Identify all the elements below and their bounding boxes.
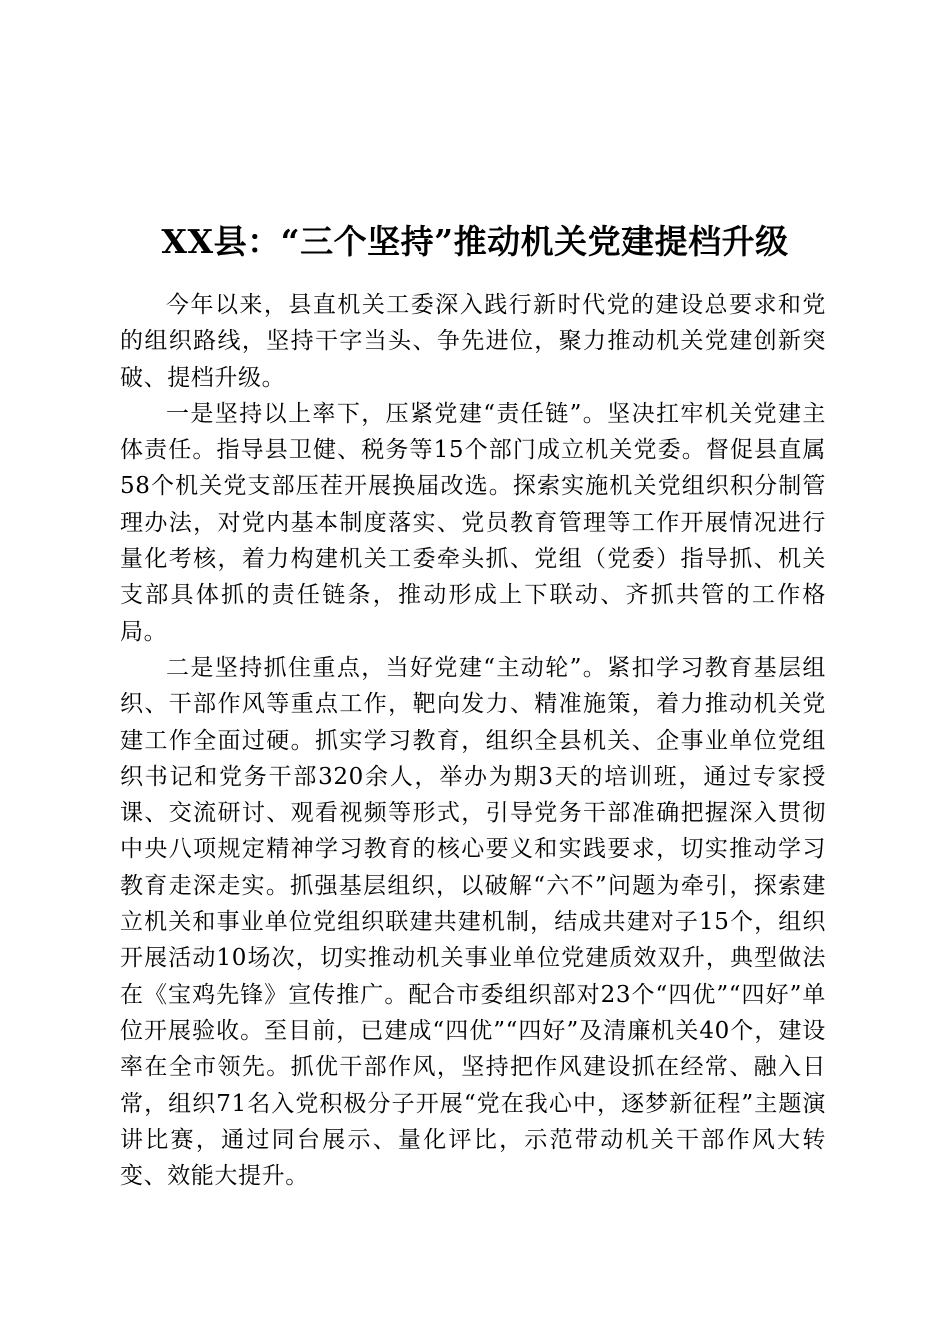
paragraph-intro: 今年以来，县直机关工委深入践行新时代党的建设总要求和党的组织路线，坚持干字当头、争先进位，聚力推动机关党建创新突破、提档升级。 xyxy=(120,292,826,391)
document-body xyxy=(120,287,826,1194)
document-title: XX县：“三个坚持”推动机关党建提档升级 xyxy=(161,222,789,262)
paragraph-first-point: 一是坚持以上率下，压紧党建“责任链”。坚决扛牢机关党建主体责任。指导县卫健、税务等15个部门成立机关党委。督促县直属58个机关党支部压茬开展换届改选。探索实施机关党组织积分制管理办法，对党内基本制度落实、党员教育管理等工作开展情况进行量化考核，着力构建机关工委牵头抓、党组（党委）指导抓、机关支部具体抓的责任链条，推动形成上下联动、齐抓共管的工作格局。 xyxy=(120,400,826,645)
paragraph-second-point: 二是坚持抓住重点，当好党建“主动轮”。紧扣学习教育基层组织、干部作风等重点工作，靶向发力、精准施策，着力推动机关党建工作全面过硬。抓实学习教育，组织全县机关、企事业单位党组织书记和党务干部320余人，举办为期3天的培训班，通过专家授课、交流研讨、观看视频等形式，引导党务干部准确把握深入贯彻中央八项规定精神学习教育的核心要义和实践要求，切实推动学习教育走深走实。抓强基层组织，以破解“六不”问题为牵引，探索建立机关和事业单位党组织联建共建机制，结成共建对子15个，组织开展活动10场次，切实推动机关事业单位党建质效双升，典型做法在《宝鸡先锋》宣传推广。配合市委组织部对23个“四优”“四好”单位开展验收。至目前，已建成“四优”“四好”及清廉机关40个，建设率在全市领先。抓优干部作风，坚持把作风建设抓在经常、融入日常，组织71名入党积极分子开展“党在我心中，逐梦新征程”主题演讲比赛，通过同台展示、量化评比，示范带动机关干部作风大转变、效能大提升。 xyxy=(120,654,826,1190)
